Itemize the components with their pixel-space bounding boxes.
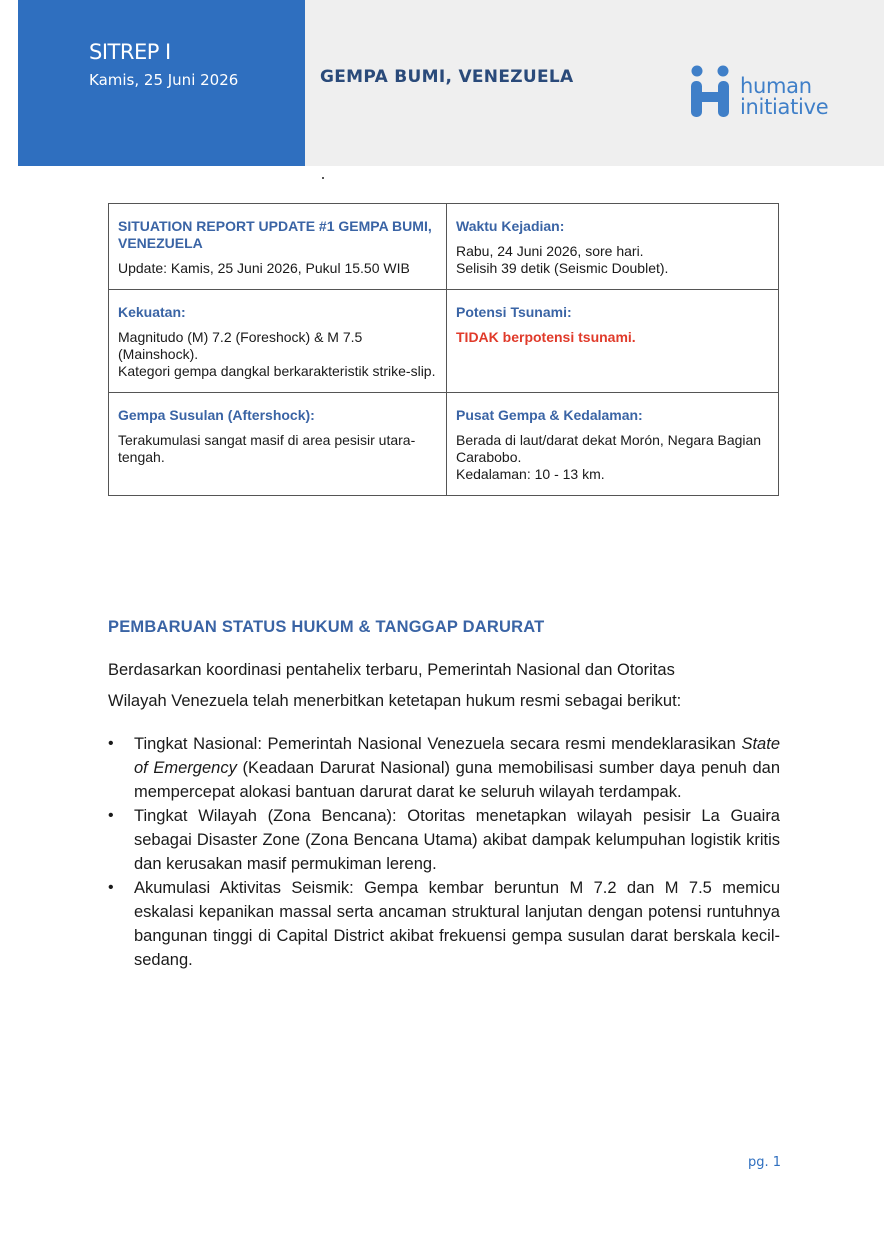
intro-line-1: Berdasarkan koordinasi pentahelix terbaru, Pemerintah Nasional dan Otoritas (108, 661, 675, 679)
page-number: pg. 1 (748, 1155, 782, 1170)
strength-line-1: Magnitudo (M) 7.2 (Foreshock) & M 7.5 (Mainshock). (118, 329, 363, 362)
time-cell (447, 204, 779, 290)
epicenter-line-2: Kedalaman: 10 - 13 km. (456, 466, 605, 482)
human-figures-icon (688, 64, 736, 122)
strength-heading: Kekuatan: (118, 304, 186, 320)
bullet-1-text-start: Tingkat Nasional: Pemerintah Nasional Venezuela secara resmi mendeklarasikan (134, 735, 742, 753)
update-text: Update: Kamis, 25 Juni 2026, Pukul 15.50 WIB (118, 260, 410, 276)
status-bullet-list (108, 732, 780, 972)
logo-line-1: human (740, 74, 812, 98)
epicenter-line-1: Berada di laut/darat dekat Morón, Negara Bagian Carabobo. (456, 432, 762, 465)
list-item (108, 732, 780, 804)
aftershock-heading: Gempa Susulan (Aftershock): (118, 407, 315, 423)
tsunami-status: TIDAK berpotensi tsunami. (456, 329, 636, 345)
report-label: SITREP I (89, 40, 171, 64)
report-date: Kamis, 25 Juni 2026 (89, 71, 239, 89)
bullet-1-text-end: (Keadaan Darurat Nasional) guna memobilisasi sumber daya penuh dan mempercepat alokasi bantuan darurat darat ke seluruh wilayah terdampak. (134, 759, 781, 801)
time-line-1: Rabu, 24 Juni 2026, sore hari. (456, 243, 644, 259)
stray-dot (322, 177, 324, 179)
time-line-2: Selisih 39 detik (Seismic Doublet). (456, 260, 669, 276)
logo-line-2: initiative (740, 95, 829, 119)
update-cell (109, 204, 447, 290)
summary-table (108, 203, 779, 496)
table-row (109, 204, 779, 290)
intro-paragraph (108, 655, 788, 717)
epicenter-cell (447, 393, 779, 496)
section-title: PEMBARUAN STATUS HUKUM & TANGGAP DARURAT (108, 618, 545, 636)
human-initiative-logo (688, 62, 848, 122)
list-item: • Tingkat Wilayah (Zona Bencana): Otoritas menetapkan wilayah pesisir La Guaira sebagai Disaster Zone (Zona Bencana Utama) akibat dampak kelumpuhan logistik kritis dan kerusakan masif permukiman lereng. (108, 804, 780, 876)
logo-wordmark (740, 76, 828, 117)
tsunami-heading: Potensi Tsunami: (456, 304, 572, 320)
strength-cell (109, 290, 447, 393)
table-row (109, 393, 779, 496)
event-title: GEMPA BUMI, VENEZUELA (320, 67, 574, 87)
intro-line-2: Wilayah Venezuela telah menerbitkan ketetapan hukum resmi sebagai berikut: (108, 692, 682, 710)
update-title: SITUATION REPORT UPDATE #1 GEMPA BUMI, VENEZUELA (118, 218, 432, 251)
epicenter-heading: Pusat Gempa & Kedalaman: (456, 407, 643, 423)
time-heading: Waktu Kejadian: (456, 218, 565, 234)
list-item: • Akumulasi Aktivitas Seismik: Gempa kembar beruntun M 7.2 dan M 7.5 memicu eskalasi kepanikan massal serta ancaman struktural lanjutan dengan potensi runtuhnya bangunan tinggi di Capital District akibat frekuensi gempa susulan darat berskala kecil-sedang. (108, 876, 780, 972)
aftershock-text: Terakumulasi sangat masif di area pesisir utara-tengah. (118, 432, 416, 465)
strength-line-2: Kategori gempa dangkal berkarakteristik strike-slip. (118, 363, 436, 379)
tsunami-cell (447, 290, 779, 393)
bullet-1-emphasis: State of Emergency (134, 735, 780, 777)
aftershock-cell (109, 393, 447, 496)
table-row (109, 290, 779, 393)
